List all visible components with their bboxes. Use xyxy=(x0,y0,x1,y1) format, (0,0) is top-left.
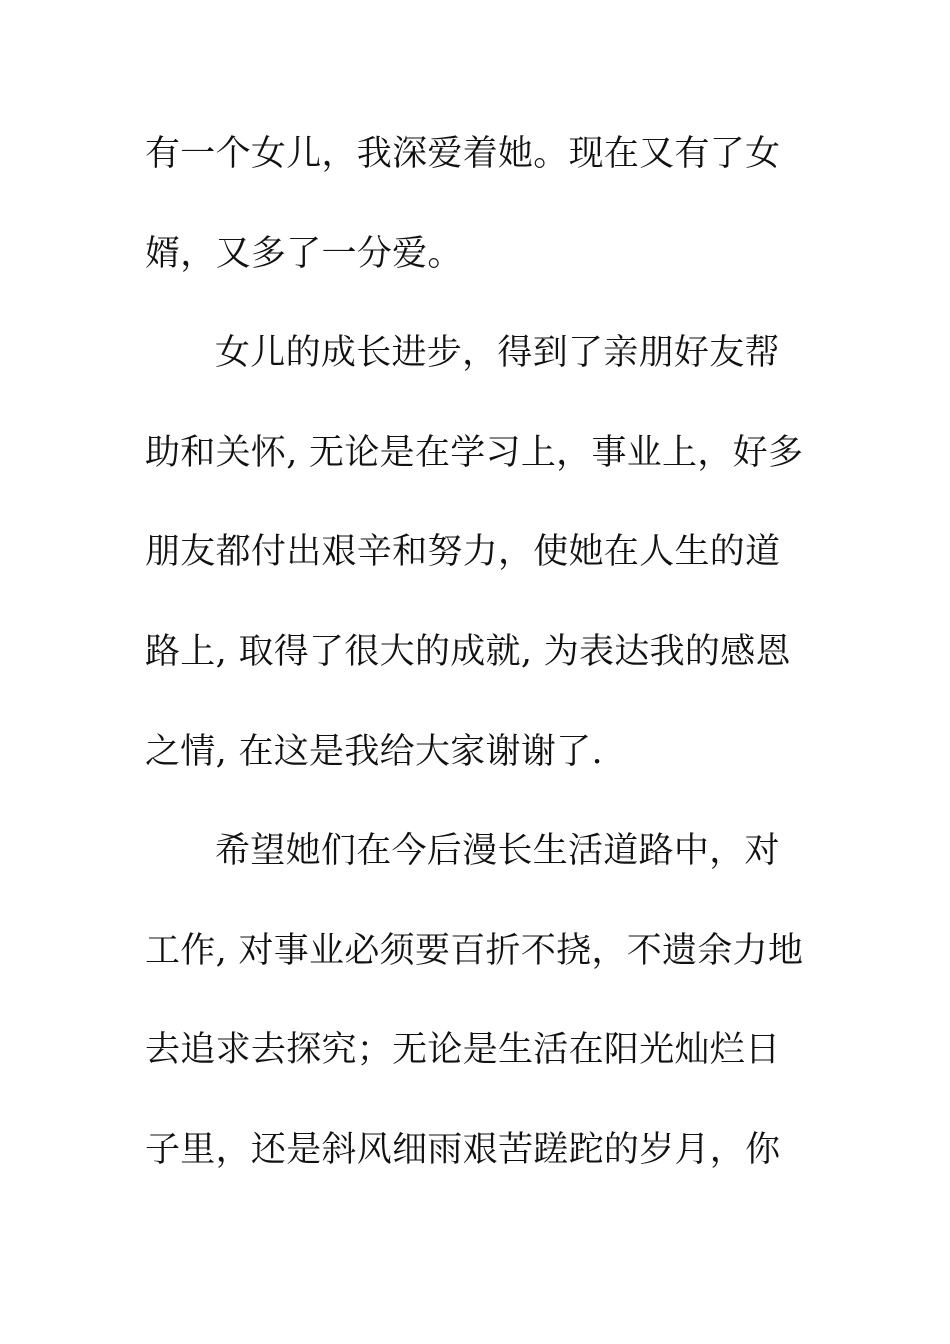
text-line: 工作, 对事业必须要百折不挠，不遗余力地 xyxy=(145,930,804,971)
text-line: 之情, 在这是我给大家谢谢了. xyxy=(145,731,603,772)
text-line: 助和关怀, 无论是在学习上，事业上，好多 xyxy=(145,432,804,473)
text-line: 朋友都付出艰辛和努力，使她在人生的道 xyxy=(145,532,781,573)
text-line: 子里，还是斜风细雨艰苦蹉跎的岁月，你 xyxy=(145,1129,781,1170)
text-line: 路上, 取得了很大的成就, 为表达我的感恩 xyxy=(145,631,791,672)
text-line: 有一个女儿，我深爱着她。现在又有了女 xyxy=(145,134,781,174)
text-line: 婿，又多了一分爱。 xyxy=(145,233,463,274)
paragraph-start-line: 女儿的成长进步，得到了亲朋好友帮 xyxy=(215,333,780,374)
body-text xyxy=(145,105,805,1201)
text-line: 去追求去探究；无论是生活在阳光灿烂日 xyxy=(145,1030,781,1071)
paragraph-start-line: 希望她们在今后漫长生活道路中，对 xyxy=(215,831,780,872)
